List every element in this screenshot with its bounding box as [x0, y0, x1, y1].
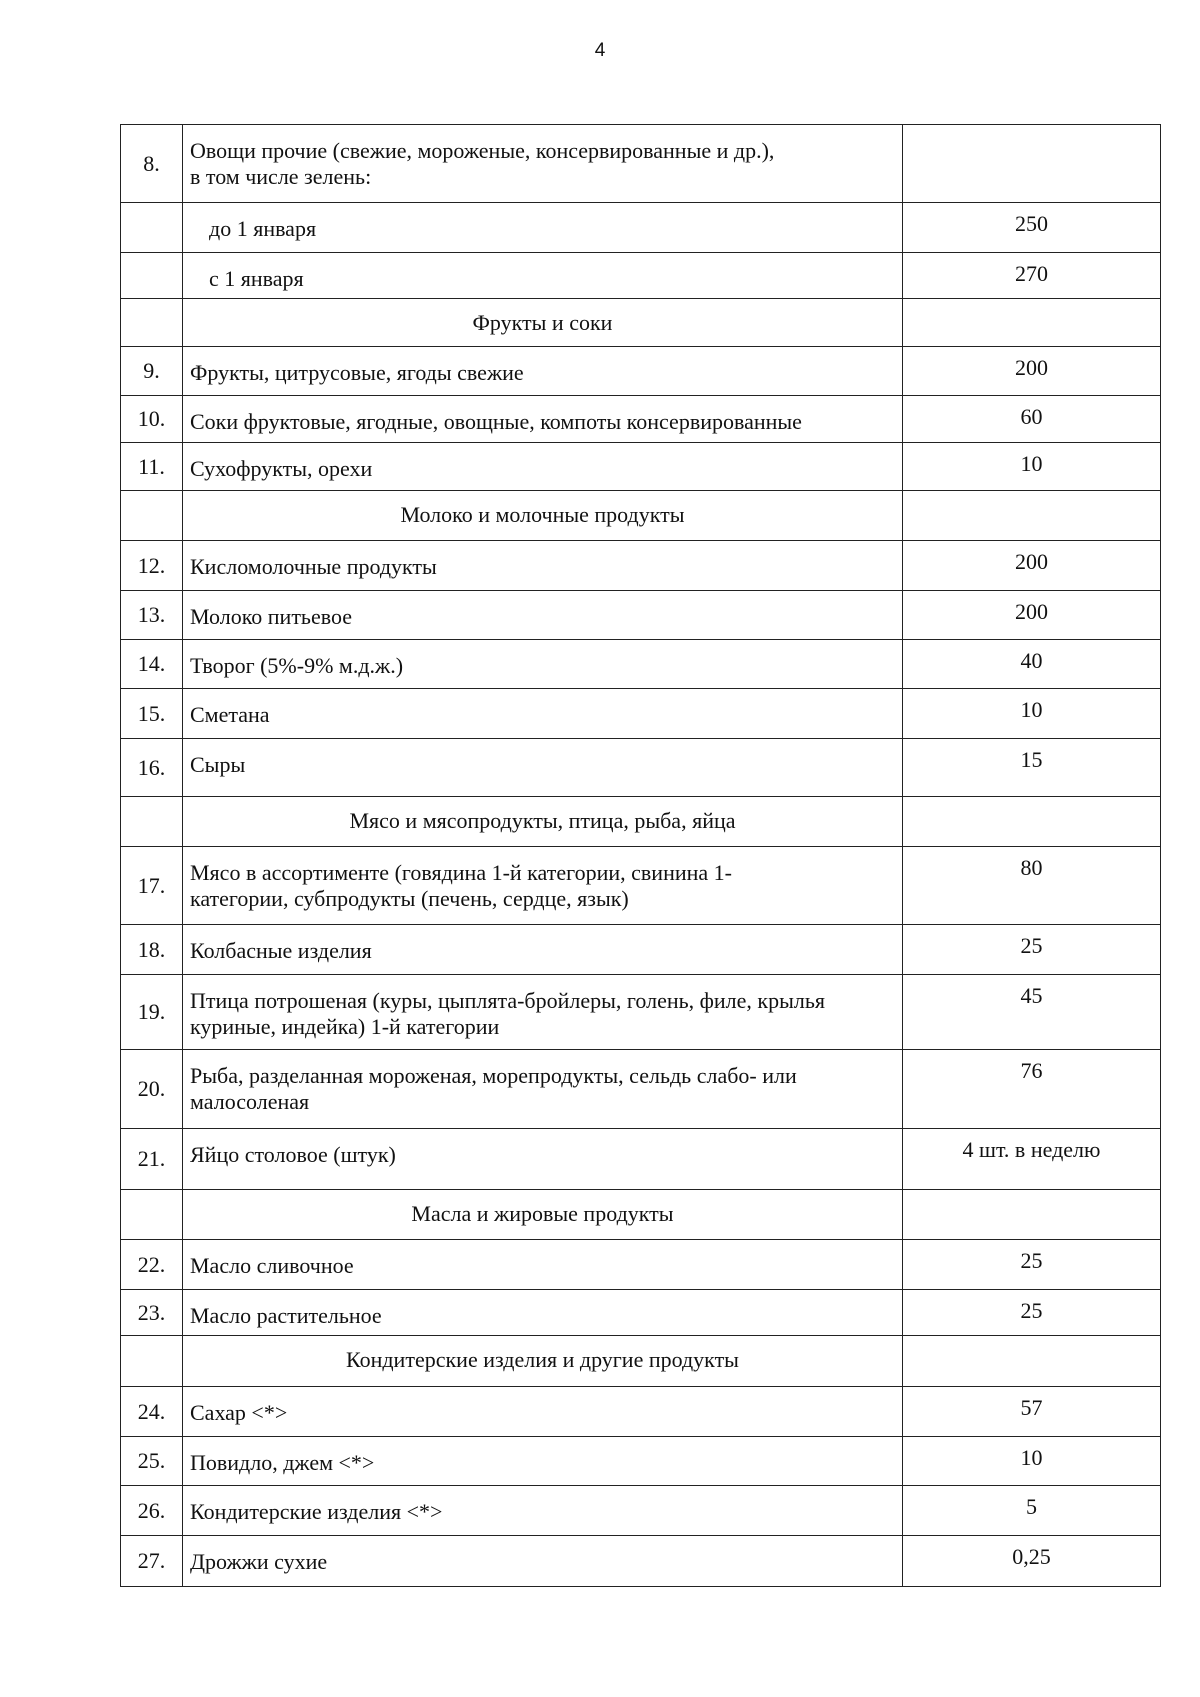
product-name: Сметана: [183, 689, 903, 739]
table-row: [121, 396, 1161, 443]
product-name: Овощи прочие (свежие, мороженые, консервированные и др.), в том числе зелень:: [183, 125, 903, 203]
product-name: Мясо в ассортименте (говядина 1-й категории, свинина 1- категории, субпродукты (печень, сердце, язык): [183, 847, 903, 925]
row-number: 10.: [121, 396, 183, 443]
table-row: [121, 253, 1161, 299]
product-name: Яйцо столовое (штук): [183, 1129, 903, 1190]
row-number: 21.: [121, 1129, 183, 1190]
row-number: 25.: [121, 1437, 183, 1486]
table-row: [121, 125, 1161, 203]
table-row: [121, 443, 1161, 491]
product-name: Дрожжи сухие: [183, 1536, 903, 1587]
table-row: [121, 847, 1161, 925]
row-number: 15.: [121, 689, 183, 739]
norm-value: 250: [903, 203, 1161, 253]
norm-value: 25: [903, 1290, 1161, 1336]
section-row: [121, 1190, 1161, 1240]
section-title: Кондитерские изделия и другие продукты: [183, 1336, 903, 1387]
norm-value: [903, 125, 1161, 203]
product-name: Творог (5%-9% м.д.ж.): [183, 640, 903, 689]
row-number: 14.: [121, 640, 183, 689]
section-title: Молоко и молочные продукты: [183, 491, 903, 541]
row-number: 16.: [121, 739, 183, 797]
section-title: Масла и жировые продукты: [183, 1190, 903, 1240]
table-row: [121, 689, 1161, 739]
row-number: 18.: [121, 925, 183, 975]
norm-value: 57: [903, 1387, 1161, 1437]
norm-value: 270: [903, 253, 1161, 299]
row-number: 27.: [121, 1536, 183, 1587]
section-row: [121, 491, 1161, 541]
product-name: Фрукты, цитрусовые, ягоды свежие: [183, 347, 903, 396]
table-row: [121, 1387, 1161, 1437]
table-row: [121, 640, 1161, 689]
row-number: 19.: [121, 975, 183, 1050]
norm-value: [903, 1336, 1161, 1387]
section-title: Мясо и мясопродукты, птица, рыба, яйца: [183, 797, 903, 847]
norm-value: 200: [903, 541, 1161, 591]
product-name: Сыры: [183, 739, 903, 797]
row-number: [121, 1336, 183, 1387]
product-name: до 1 января: [183, 203, 903, 253]
row-number: [121, 797, 183, 847]
row-number: 12.: [121, 541, 183, 591]
norm-value: 5: [903, 1486, 1161, 1536]
norm-value: 45: [903, 975, 1161, 1050]
product-name: Кондитерские изделия <*>: [183, 1486, 903, 1536]
product-name: Птица потрошеная (куры, цыплята-бройлеры, голень, филе, крылья куриные, индейка) 1-й категории: [183, 975, 903, 1050]
table-row: [121, 1290, 1161, 1336]
row-number: 8.: [121, 125, 183, 203]
page-number: 4: [594, 40, 606, 61]
norm-value: 4 шт. в неделю: [903, 1129, 1161, 1190]
section-title: Фрукты и соки: [183, 299, 903, 347]
norm-value: [903, 491, 1161, 541]
table-row: [121, 1129, 1161, 1190]
norm-value: 0,25: [903, 1536, 1161, 1587]
product-name: Масло растительное: [183, 1290, 903, 1336]
table-row: [121, 1050, 1161, 1129]
norm-value: 10: [903, 689, 1161, 739]
norm-value: 10: [903, 1437, 1161, 1486]
product-name: Масло сливочное: [183, 1240, 903, 1290]
section-row: [121, 299, 1161, 347]
norm-value: [903, 797, 1161, 847]
product-name: Колбасные изделия: [183, 925, 903, 975]
table-row: [121, 347, 1161, 396]
table-row: [121, 925, 1161, 975]
row-number: 11.: [121, 443, 183, 491]
row-number: 9.: [121, 347, 183, 396]
norm-value: 25: [903, 1240, 1161, 1290]
norm-value: 60: [903, 396, 1161, 443]
norm-value: [903, 299, 1161, 347]
table-row: [121, 1437, 1161, 1486]
row-number: [121, 299, 183, 347]
norm-value: 200: [903, 347, 1161, 396]
table-row: [121, 1536, 1161, 1587]
product-name: Рыба, разделанная мороженая, морепродукты, сельдь слабо- или малосоленая: [183, 1050, 903, 1129]
table-row: [121, 1486, 1161, 1536]
product-name: Молоко питьевое: [183, 591, 903, 640]
norm-value: 76: [903, 1050, 1161, 1129]
row-number: [121, 203, 183, 253]
product-name: Сахар <*>: [183, 1387, 903, 1437]
section-row: [121, 1336, 1161, 1387]
norm-value: 80: [903, 847, 1161, 925]
product-name: Повидло, джем <*>: [183, 1437, 903, 1486]
row-number: 20.: [121, 1050, 183, 1129]
row-number: 23.: [121, 1290, 183, 1336]
food-norms-table: [120, 124, 1161, 1587]
product-name: Соки фруктовые, ягодные, овощные, компоты консервированные: [183, 396, 903, 443]
table-row: [121, 541, 1161, 591]
norm-value: 40: [903, 640, 1161, 689]
row-number: 26.: [121, 1486, 183, 1536]
norm-value: 25: [903, 925, 1161, 975]
section-row: [121, 797, 1161, 847]
row-number: 13.: [121, 591, 183, 640]
product-name: с 1 января: [183, 253, 903, 299]
table-row: [121, 975, 1161, 1050]
table-row: [121, 739, 1161, 797]
product-name: Кисломолочные продукты: [183, 541, 903, 591]
row-number: 17.: [121, 847, 183, 925]
row-number: 22.: [121, 1240, 183, 1290]
norm-value: 15: [903, 739, 1161, 797]
row-number: [121, 253, 183, 299]
row-number: [121, 491, 183, 541]
row-number: 24.: [121, 1387, 183, 1437]
norm-value: 200: [903, 591, 1161, 640]
product-name: Сухофрукты, орехи: [183, 443, 903, 491]
table-body: [121, 125, 1161, 1587]
table-row: [121, 591, 1161, 640]
table-row: [121, 203, 1161, 253]
norm-value: [903, 1190, 1161, 1240]
row-number: [121, 1190, 183, 1240]
norm-value: 10: [903, 443, 1161, 491]
table-row: [121, 1240, 1161, 1290]
